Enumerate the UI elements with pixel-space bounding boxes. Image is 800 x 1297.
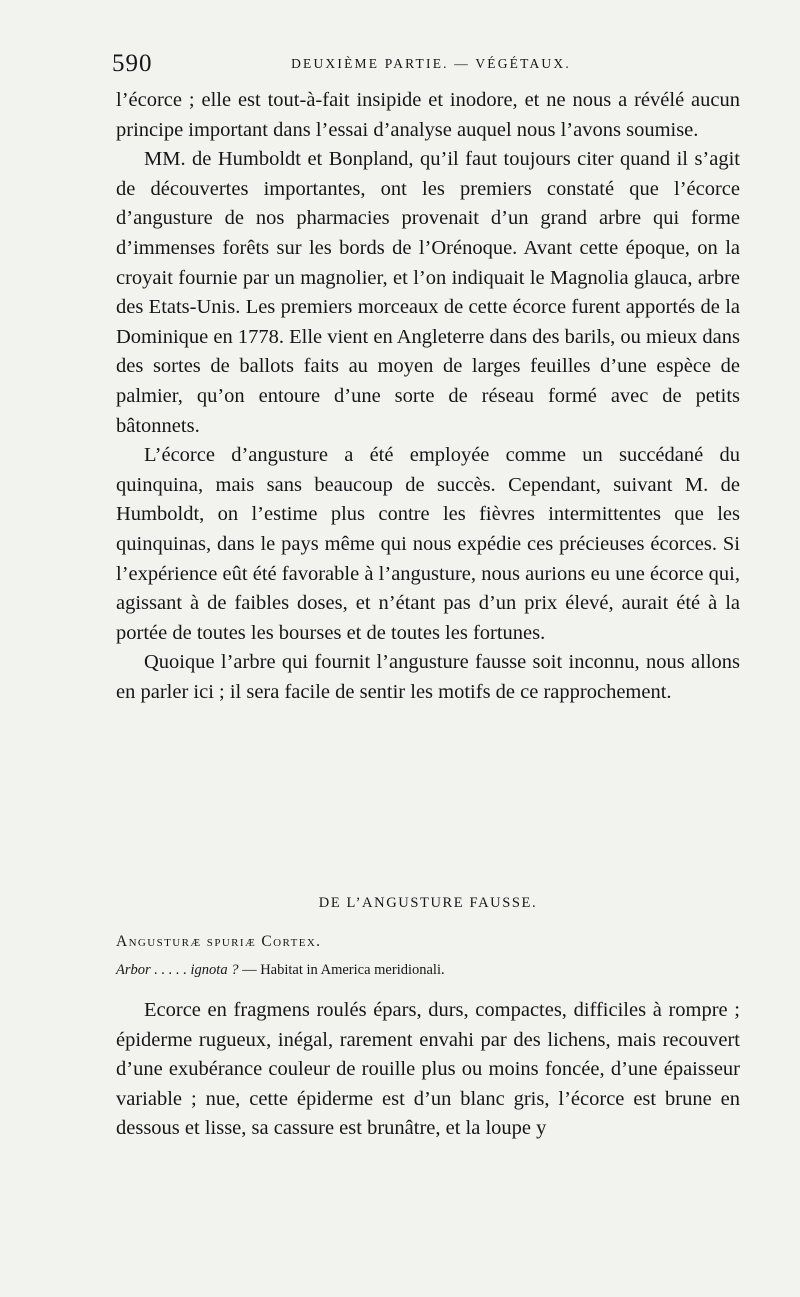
section-heading: DE L’ANGUSTURE FAUSSE. [318,895,538,911]
paragraph: l’écorce ; elle est tout-à-fait insipide et inodore, et ne nous a révélé aucun principe important dans l’essai d’analyse auquel nous l’avons soumise. [116,89,740,141]
paragraph: Ecorce en fragmens roulés épars, durs, compactes, difficiles à rompre ; épiderme rugueux, inégal, rarement envahi par des lichens, mais recouvert d’une exubérance couleur de rouille plus ou moins foncée, d’une épaisseur variable ; nue, cette épiderme est d’un blanc gris, l’écorce est brune en dessous et lisse, sa cassure est brunâtre, et la loupe y [116,999,740,1140]
paragraph: L’écorce d’angusture a été employée comme un succédané du quinquina, mais sans beaucoup de succès. Cependant, suivant M. de Humboldt, on l’estime plus contre les fièvres intermittentes que les quinquinas, dans le pays même qui nous expédie ces précieuses écorces. Si l’expérience eût été favorable à l’angusture, nous aurions eu une écorce qui, agissant à de faibles doses, et n’étant pas d’un prix élevé, aurait été à la portée de toutes les bourses et de toutes les fortunes. [116,444,740,644]
habitat-text: — Habitat in America meridionali. [242,962,445,978]
habitat-line [116,962,445,979]
paragraph: Quoique l’arbre qui fournit l’angusture fausse soit inconnu, nous allons en parler ici ; il sera facile de sentir les motifs de ce rapprochement. [116,651,740,703]
description-text [116,996,740,1144]
latin-title: Angusturæ spuriæ Cortex. [116,933,322,950]
body-text [116,86,740,707]
arbor-label: Arbor . . . . . ignota ? [116,962,239,978]
page-number: 590 [112,50,153,77]
paragraph: MM. de Humboldt et Bonpland, qu’il faut toujours citer quand il s’agit de découvertes importantes, ont les premiers constaté que l’écorce d’angusture de nos pharmacies provenait d’un grand arbre qui forme d’immenses forêts sur les bords de l’Orénoque. Avant cette époque, on la croyait fournie par un magnolier, et l’on indiquait le Magnolia glauca, arbre des Etats-Unis. Les premiers morceaux de cette écorce furent apportés de la Dominique en 1778. Elle vient en Angleterre dans des barils, ou mieux dans des sortes de ballots faits au moyen de larges feuilles d’une espèce de palmier, qu’on entoure d’une sorte de réseau formé avec de petits bâtonnets. [116,148,740,437]
page-header [112,50,750,84]
running-head: DEUXIÈME PARTIE. — VÉGÉTAUX. [291,56,571,71]
